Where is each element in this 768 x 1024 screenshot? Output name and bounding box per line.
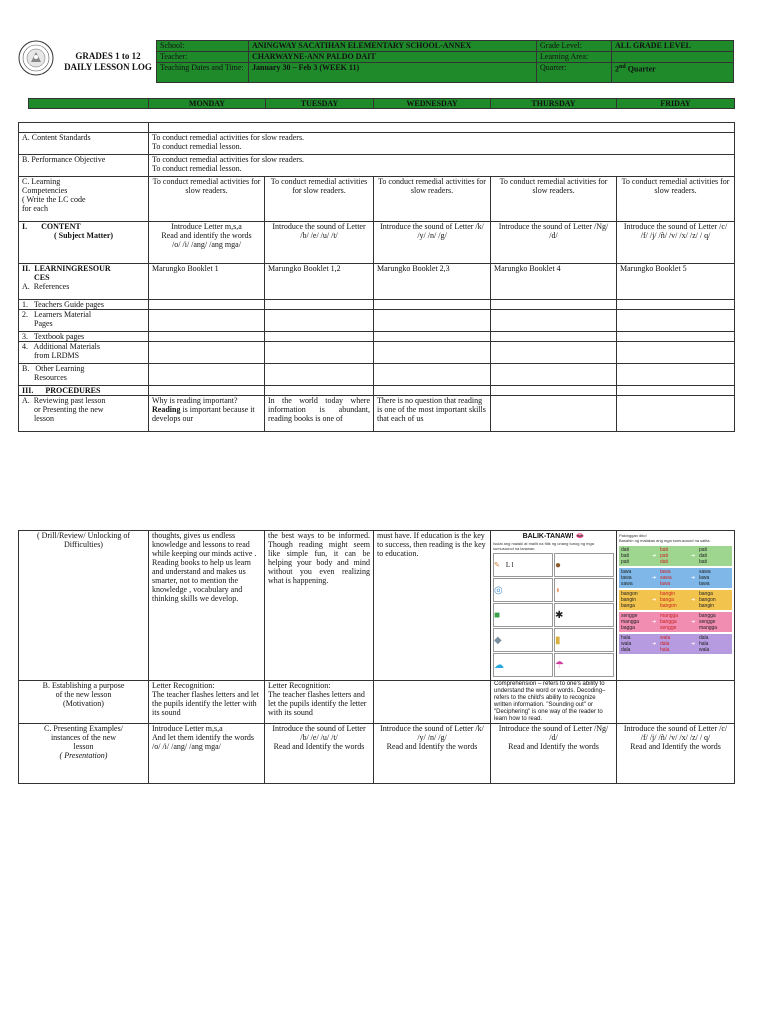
ws2-word: lawa xyxy=(699,575,710,581)
ws2-instructions: Basahin ng malakas ang mga sumusunod na salita. xyxy=(619,538,711,543)
clock-icon: ◎ xyxy=(494,584,503,596)
review-label: A. Reviewing past lesson or Presenting the new lesson xyxy=(19,396,149,432)
ws2-word-groups xyxy=(619,546,732,654)
ws2-word: pati xyxy=(660,553,669,559)
ws2-word: lawa xyxy=(621,569,632,575)
review-tuesday: In the world today where information is abundant, reading books is one of xyxy=(265,396,374,432)
am-label: 4. Additional Materials from LRDMS xyxy=(19,342,149,364)
content-standards-label: A. Content Standards xyxy=(19,133,149,155)
ws2-word: hala xyxy=(660,647,670,653)
lm-label: 2. Learners Material Pages xyxy=(19,310,149,332)
ws2-word: wala xyxy=(660,635,671,641)
teacher-label: Teacher: xyxy=(157,52,249,63)
arrow-icon xyxy=(652,625,660,631)
ws1-sample-letters: L l xyxy=(505,560,514,569)
ear-icon: ◗ xyxy=(555,584,562,596)
arrow-icon: ➜ xyxy=(652,597,657,603)
arrow-icon xyxy=(691,625,699,631)
ws2-word: bangon xyxy=(699,597,716,603)
motivation-label: B. Establishing a purpose of the new lesson (Motivation) xyxy=(19,681,149,724)
arrow-icon xyxy=(691,647,699,653)
dll-title xyxy=(60,51,156,73)
content-friday: Introduce the sound of Letter /c/ /f/ /j/ /ñ/ /v/ /x/ /z/ / q/ xyxy=(617,222,735,264)
presenting-friday: Introduce the sound of Letter /c/ /f/ /j/ /ñ/ /v/ /x/ /z/ / q/ Read and Identify the words xyxy=(617,724,735,784)
ws2-word: sawa xyxy=(621,581,633,587)
motivation-thursday: Comprehension – refers to one's ability to understand the word or words. Decoding– refers to the child's ability to recognize written information. "Sounding out" or "Deciphering" is one way of the reader to learn how to read. xyxy=(491,681,617,724)
content-monday: Introduce Letter m,s,a Read and identify the words /o/ /i/ /ang/ /ang mga/ xyxy=(149,222,265,264)
presenting-tuesday: Introduce the sound of Letter /b/ /e/ /u/ /t/ Read and Identify the words xyxy=(265,724,374,784)
competency-monday: To conduct remedial activities for slow readers. xyxy=(149,177,265,222)
resource-wednesday: Marungko Booklet 2,3 xyxy=(374,264,491,300)
ws2-word: bangga xyxy=(699,613,716,619)
ws2-word: wala xyxy=(621,641,632,647)
deped-seal-logo xyxy=(18,40,54,76)
grade-value: ALL GRADE LEVEL xyxy=(612,41,734,52)
worksheet-balik-tanaw xyxy=(491,531,617,681)
ws2-word: dala xyxy=(699,635,709,641)
arrow-icon: ➜ xyxy=(652,553,657,559)
resource-tuesday: Marungko Booklet 1,2 xyxy=(265,264,374,300)
ws2-word-group xyxy=(619,634,732,654)
competency-wednesday: To conduct remedial activities for slow readers. xyxy=(374,177,491,222)
days-header-blank xyxy=(29,99,149,109)
ws2-word: bangin xyxy=(621,597,637,603)
presenting-label: C. Presenting Examples/ instances of the new lesson ( Presentation) xyxy=(19,724,149,784)
arrow-icon: ➜ xyxy=(691,575,696,581)
drill-tuesday: the best ways to be informed. Though reading might seem like simple fun, it can be helping your body and mind without you even realizing what is happening. xyxy=(265,531,374,681)
ws2-word: bangon xyxy=(621,591,638,597)
umbrella-icon: ☂ xyxy=(555,659,564,671)
area-value xyxy=(612,52,734,63)
arrow-icon: ➜ xyxy=(691,597,696,603)
ws2-word: tawa xyxy=(621,575,632,581)
day-thursday: THURSDAY xyxy=(491,99,617,109)
teacher-value: CHARWAYNE-ANN PALDO DAIT xyxy=(249,52,537,63)
arrow-icon xyxy=(652,559,660,565)
quarter-label: Quarter: xyxy=(537,63,612,83)
content-label: I. CONTENT ( Subject Matter) xyxy=(19,222,149,264)
procedures-label: III. PROCEDURES xyxy=(19,386,149,396)
days-header xyxy=(28,98,735,109)
ws2-word: dala xyxy=(660,641,670,647)
lesson-table-2 xyxy=(18,530,735,784)
ws2-word: bangin xyxy=(699,603,715,609)
jar-icon: ▮ xyxy=(555,634,561,646)
olr-label: B. Other Learning Resources xyxy=(19,364,149,386)
content-tuesday: Introduce the sound of Letter /b/ /e/ /u/ /t/ xyxy=(265,222,374,264)
school-value: ANINGWAY SACATIHAN ELEMENTARY SCHOOL-ANNEX xyxy=(249,41,537,52)
ws2-word: sengge xyxy=(699,619,716,625)
ws2-word: mangga xyxy=(699,625,718,631)
drill-monday: thoughts, gives us endless knowledge and lessons to read while keeping our minds active . Reading books to help us learn and understand and makes us smarter, not to mention the knowledge , vocabulary and thinking skills we develop. xyxy=(149,531,265,681)
performance-label: B. Performance Objective xyxy=(19,155,149,177)
pencil-icon: ✎ xyxy=(494,560,500,569)
arrow-icon: ➜ xyxy=(691,553,696,559)
ws2-word: hala xyxy=(699,641,709,647)
ws2-word: pati xyxy=(699,547,708,553)
ws2-word: pati xyxy=(621,559,630,565)
presenting-wednesday: Introduce the sound of Letter /k/ /y/ /n/ /g/ Read and Identify the words xyxy=(374,724,491,784)
ws2-word: sawa xyxy=(699,569,711,575)
ws2-word: bangin xyxy=(660,591,676,597)
ws1-title: BALIK-TANAW! xyxy=(522,533,574,540)
spider-icon: ✱ xyxy=(555,609,564,621)
drill-wednesday: must have. If education is the key to success, then reading is the key to education. xyxy=(374,531,491,681)
resource-thursday: Marungko Booklet 4 xyxy=(491,264,617,300)
ws2-word: mangga xyxy=(621,619,640,625)
ws2-word: dati xyxy=(660,559,669,565)
resource-monday: Marungko Booklet 1 xyxy=(149,264,265,300)
ws2-word: bati xyxy=(621,553,630,559)
tb-label: 3. Textbook pages xyxy=(19,332,149,342)
ws2-word: banga xyxy=(621,603,635,609)
arrow-icon xyxy=(652,581,660,587)
content-thursday: Introduce the sound of Letter /Ng/ /d/ xyxy=(491,222,617,264)
competency-thursday: To conduct remedial activities for slow readers. xyxy=(491,177,617,222)
ws1-instructions: Isulat ang malaki at maliit na titik ng unang tunog ng mga sumusunod na larawan. xyxy=(493,541,594,551)
ws2-word-group xyxy=(619,590,732,610)
ws2-word: tawa xyxy=(699,581,710,587)
presenting-thursday: Introduce the sound of Letter /Ng/ /d/ Read and Identify the words xyxy=(491,724,617,784)
elephant-icon: ◆ xyxy=(494,634,502,646)
day-wednesday: WEDNESDAY xyxy=(374,99,491,109)
review-wednesday: There is no question that reading is one of the most important skills that each of us xyxy=(374,396,491,432)
ws2-word: bagga xyxy=(621,625,635,631)
ws2-word: dati xyxy=(621,547,630,553)
ws2-word: bati xyxy=(660,547,669,553)
ws2-word: lawa xyxy=(660,581,671,587)
arrow-icon: ➜ xyxy=(691,641,696,647)
day-monday: MONDAY xyxy=(149,99,266,109)
arrow-icon: ➜ xyxy=(652,641,657,647)
coconut-icon: ● xyxy=(555,559,562,571)
content-wednesday: Introduce the sound of Letter /k/ /y/ /n/ /g/ xyxy=(374,222,491,264)
ws2-word: bangon xyxy=(660,603,677,609)
gift-icon: ■ xyxy=(494,609,501,621)
header-info-table xyxy=(156,40,734,83)
review-monday: Why is reading important? Reading is important because it develops our xyxy=(149,396,265,432)
motivation-monday: Letter Recognition: The teacher flashes letters and let the pupils identify the letter with its sound xyxy=(149,681,265,724)
arrow-icon: ➜ xyxy=(652,575,657,581)
arrow-icon xyxy=(652,647,660,653)
school-label: School: xyxy=(157,41,249,52)
cloud-icon: ☁ xyxy=(494,659,504,671)
arrow-icon xyxy=(652,603,660,609)
grade-label: Grade Level: xyxy=(537,41,612,52)
arrow-icon: ➜ xyxy=(652,619,657,625)
area-label: Learning Area: xyxy=(537,52,612,63)
ws2-word: tawa xyxy=(660,569,671,575)
ws2-word: bangga xyxy=(660,619,677,625)
motivation-tuesday: Letter Recognition: The teacher flashes letters and let the pupils identify the letter with its sound xyxy=(265,681,374,724)
ws2-title: Pakinggan dito! xyxy=(619,533,647,538)
ws2-word: sengge xyxy=(621,613,638,619)
ws2-word: hala xyxy=(621,635,631,641)
content-standards-text: To conduct remedial activities for slow readers. To conduct remedial lesson. xyxy=(149,133,735,155)
ws1-grid xyxy=(493,553,614,677)
ws2-word: dala xyxy=(621,647,631,653)
drill-label: ( Drill/Review/ Unlocking of Difficulties) xyxy=(19,531,149,681)
title-line-1: GRADES 1 to 12 xyxy=(75,51,141,61)
ws2-word: banga xyxy=(699,591,713,597)
lips-icon: 👄 xyxy=(575,533,585,540)
arrow-icon xyxy=(691,603,699,609)
ws2-word: dati xyxy=(699,553,708,559)
arrow-icon xyxy=(691,581,699,587)
ws2-word: sawa xyxy=(660,575,672,581)
ws2-word: sengge xyxy=(660,625,677,631)
ws2-word: banga xyxy=(660,597,674,603)
title-line-2: DAILY LESSON LOG xyxy=(64,62,152,72)
presenting-monday: Introduce Letter m,s,a And let them identify the words /o/ /i/ /ang/ /ang mga/ xyxy=(149,724,265,784)
tg-label: 1. Teachers Guide pages xyxy=(19,300,149,310)
ws2-word-group xyxy=(619,612,732,632)
resource-friday: Marungko Booklet 5 xyxy=(617,264,735,300)
competency-tuesday: To conduct remedial activities for slow readers. xyxy=(265,177,374,222)
competency-friday: To conduct remedial activities for slow readers. xyxy=(617,177,735,222)
resources-label: II. LEARNINGRESOUR CES A. References xyxy=(19,264,149,300)
ws2-word-group xyxy=(619,546,732,566)
ws2-word-group xyxy=(619,568,732,588)
day-tuesday: TUESDAY xyxy=(266,99,374,109)
lesson-table-1 xyxy=(18,122,735,432)
performance-text: To conduct remedial activities for slow readers. To conduct remedial lesson. xyxy=(149,155,735,177)
competencies-label: C. Learning Competencies ( Write the LC code for each xyxy=(19,177,149,222)
dates-label: Teaching Dates and Time: xyxy=(157,63,249,83)
day-friday: FRIDAY xyxy=(617,99,735,109)
blank-row xyxy=(19,123,149,133)
arrow-icon xyxy=(691,559,699,565)
dates-value: January 30 – Feb 3 (WEEK 11) xyxy=(249,63,537,83)
arrow-icon: ➜ xyxy=(691,619,696,625)
ws2-word: bati xyxy=(699,559,708,565)
worksheet-pakinggan xyxy=(617,531,735,681)
ws2-word: wala xyxy=(699,647,710,653)
quarter-value: 2nd Quarter xyxy=(612,63,734,83)
ws2-word: mangga xyxy=(660,613,679,619)
